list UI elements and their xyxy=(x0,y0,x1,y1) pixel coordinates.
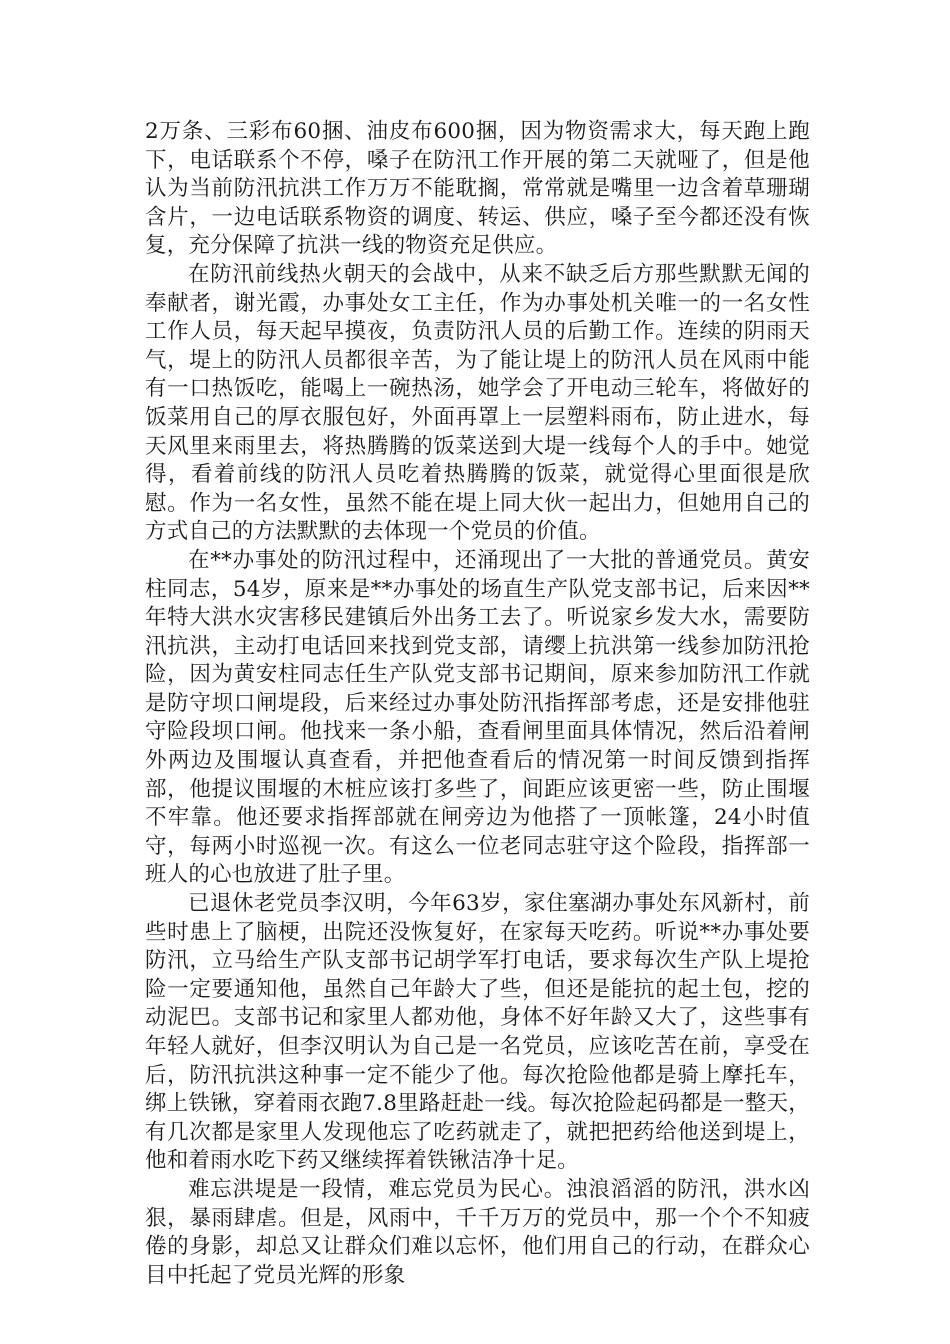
document-body xyxy=(145,118,810,1290)
paragraph-li-hanming: 已退休老党员李汉明，今年63岁，家住塞湖办事处东风新村，前些时患上了脑梗，出院还没恢复好，在家每天吃药。听说**办事处要防汛，立马给生产队支部书记胡学军打电话，要求每次生产队上堤抢险一定要通知他，虽然自己年龄大了些，但还是能抗的起土包，挖的动泥巴。支部书记和家里人都劝他，身体不好年龄又大了，这些事有年轻人就好，但李汉明认为自己是一名党员，应该吃苦在前，享受在后，防汛抗洪这种事一定不能少了他。每次抢险他都是骑上摩托车，绑上铁锹，穿着雨衣跑7.8里路赶赴一线。每次抢险起码都是一整天，有几次都是家里人发现他忘了吃药就走了，就把把药给他送到堤上，他和着雨水吃下药又继续挥着铁锹洁净十足。 xyxy=(145,891,810,1174)
paragraph-continuation: 2万条、三彩布60捆、油皮布600捆，因为物资需求大，每天跑上跑下，电话联系个不停，嗓子在防汛工作开展的第二天就哑了，但是他认为当前防汛抗洪工作万万不能耽搁，常常就是嘴里一边含着草珊瑚含片，一边电话联系物资的调度、转运、供应，嗓子至今都还没有恢复，充分保障了抗洪一线的物资充足供应。 xyxy=(145,119,810,259)
paragraph-xie-guangxia: 在防汛前线热火朝天的会战中，从来不缺乏后方那些默默无闻的奉献者，谢光霞，办事处女工主任，作为办事处机关唯一的一名女性工作人员，每天起早摸夜，负责防汛人员的后勤工作。连续的阴雨天气，堤上的防汛人员都很辛苦，为了能让堤上的防汛人员在风雨中能有一口热饭吃，能喝上一碗热汤，她学会了开电动三轮车，将做好的饭菜用自己的厚衣服包好，外面再罩上一层塑料雨布，防止进水，每天风里来雨里去，将热腾腾的饭菜送到大堤一线每个人的手中。她觉得，看着前线的防汛人员吃着热腾腾的饭菜，就觉得心里面很是欣慰。作为一名女性，虽然不能在堤上同大伙一起出力，但她用自己的方式自己的方法默默的去体现一个党员的价值。 xyxy=(145,261,810,545)
paragraph-huang-anzhu: 在**办事处的防汛过程中，还涌现出了一大批的普通党员。黄安柱同志，54岁，原来是**办事处的场直生产队党支部书记，后来因**年特大洪水灾害移民建镇后外出务工去了。听说家乡发大水，需要防汛抗洪，主动打电话回来找到党支部，请缨上抗洪第一线参加防汛抢险，因为黄安柱同志任生产队党支部书记期间，原来参加防汛工作就是防守坝口闸堤段，后来经过办事处防汛指挥部考虑，还是安排他驻守险段坝口闸。他找来一条小船，查看闸里面具体情况，然后沿着闸外两边及围堰认真查看，并把他查看后的情况第一时间反馈到指挥部，他提议围堰的木桩应该打多些了，间距应该更密一些，防止围堰不牢靠。他还要求指挥部就在闸旁边为他搭了一顶帐篷，24小时值守，每两小时巡视一次。有这么一位老同志驻守这个险段，指挥部一班人的心也放进了肚子里。 xyxy=(145,547,810,888)
paragraph-conclusion: 难忘洪堤是一段情，难忘党员为民心。浊浪滔滔的防汛，洪水凶狠，暴雨肆虐。但是，风雨中，千千万万的党员中，那一个个不知疲倦的身影，却总又让群众们难以忘怀，他们用自己的行动，在群众心目中托起了党员光辉的形象 xyxy=(145,1176,810,1288)
